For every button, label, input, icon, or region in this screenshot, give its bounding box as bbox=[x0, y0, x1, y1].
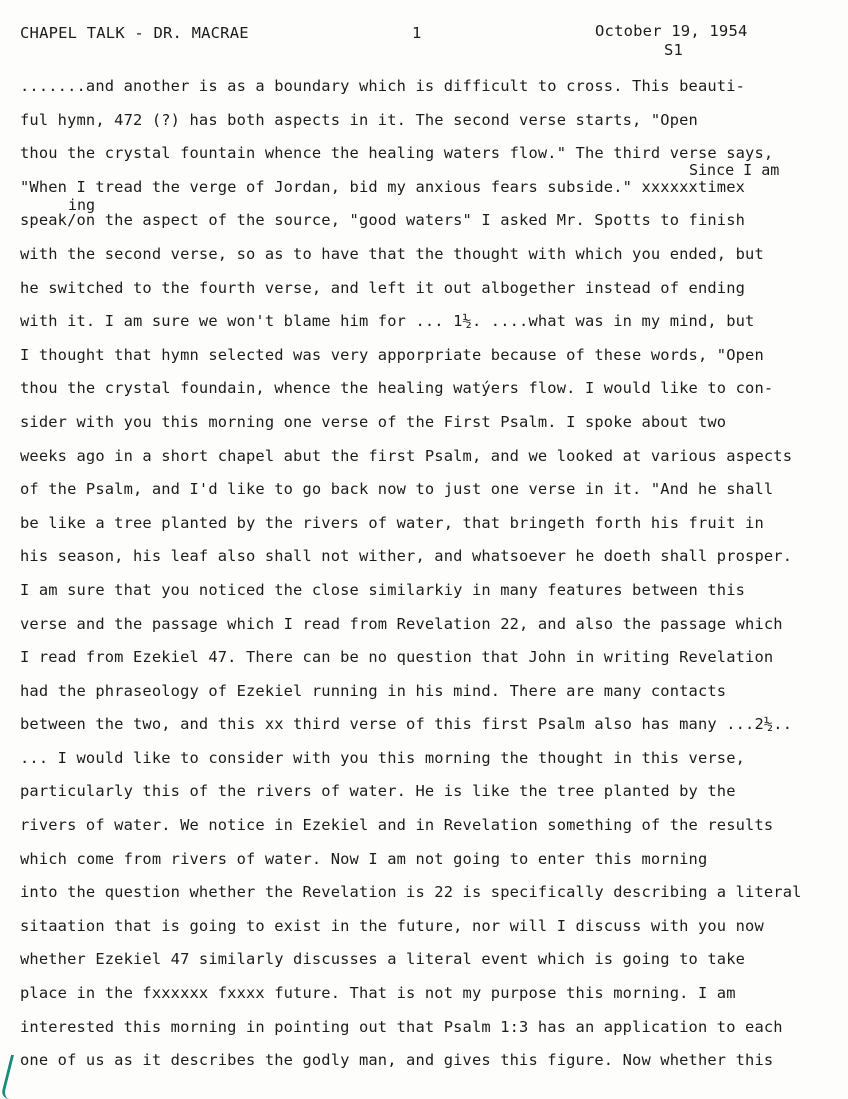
text-line: whether Ezekiel 47 similarly discusses a literal event which is going to take bbox=[20, 950, 746, 969]
text-line: I read from Ezekiel 47. There can be no question that John in writing Revelation bbox=[20, 648, 774, 667]
text-line: thou the crystal foundain, whence the healing watýers flow. I would like to con- bbox=[20, 379, 774, 398]
text-line: into the question whether the Revelation is 22 is specifically describing a literal bbox=[20, 883, 802, 902]
text-line: sitaation that is going to exist in the future, nor will I discuss with you now bbox=[20, 916, 764, 935]
text-line: .......and another is as a boundary which is difficult to cross. This beauti- bbox=[20, 77, 746, 95]
text-line: his season, his leaf also shall not wither, and whatsoever he doeth shall prosper. bbox=[20, 547, 793, 566]
document-title: CHAPEL TALK - DR. MACRAE bbox=[20, 24, 249, 42]
interlinear-insertion: ing bbox=[68, 196, 96, 214]
text-line: thou the crystal fountain whence the healing waters flow." The third verse says, bbox=[20, 144, 774, 163]
text-line: be like a tree planted by the rivers of water, that bringeth forth his fruit in bbox=[20, 513, 764, 532]
text-line: of the Psalm, and I'd like to go back now to just one verse in it. "And he shall bbox=[20, 480, 774, 499]
text-line: rivers of water. We notice in Ezekiel and in Revelation something of the results bbox=[20, 816, 774, 835]
text-line: I am sure that you noticed the close similarkiy in many features between this bbox=[20, 580, 746, 599]
text-line: ful hymn, 472 (?) has both aspects in it. The second verse starts, "Open bbox=[20, 110, 698, 129]
text-line: interested this morning in pointing out that Psalm 1:3 has an application to each bbox=[20, 1017, 783, 1036]
text-line: verse and the passage which I read from Revelation 22, and also the passage which bbox=[20, 614, 783, 633]
text-line: ... I would like to consider with you this morning the thought in this verse, bbox=[20, 748, 746, 767]
document-code: S1 bbox=[664, 41, 684, 59]
interlinear-insertion: Since I am bbox=[689, 161, 780, 179]
text-line: with the second verse, so as to have that the thought with which you ended, but bbox=[20, 244, 764, 263]
text-line: had the phraseology of Ezekiel running in his mind. There are many contacts bbox=[20, 681, 727, 700]
text-line: sider with you this morning one verse of the First Psalm. I spoke about two bbox=[20, 412, 727, 431]
text-line: which come from rivers of water. Now I am not going to enter this morning bbox=[20, 849, 708, 868]
text-line: particularly this of the rivers of water. He is like the tree planted by the bbox=[20, 782, 736, 801]
text-line: weeks ago in a short chapel abut the first Psalm, and we looked at various aspects bbox=[20, 446, 793, 465]
transcript-body bbox=[20, 75, 846, 1083]
text-line: speak/on the aspect of the source, "good waters" I asked Mr. Spotts to finish bbox=[20, 211, 746, 230]
text-line: with it. I am sure we won't blame him for ... 1½. ....what was in my mind, but bbox=[20, 312, 755, 331]
text-line: "When I tread the verge of Jordan, bid my anxious fears subside." xxxxxxtimex bbox=[20, 177, 746, 196]
text-line: between the two, and this xx third verse of this first Psalm also has many ...2½.. bbox=[20, 715, 793, 734]
text-line: I thought that hymn selected was very apporpriate because of these words, "Open bbox=[20, 345, 764, 364]
text-line: he switched to the fourth verse, and left it out albogether instead of ending bbox=[20, 278, 746, 297]
text-line: one of us as it describes the godly man, and gives this figure. Now whether this bbox=[20, 1051, 774, 1070]
document-date: October 19, 1954 bbox=[595, 22, 748, 40]
text-line: place in the fxxxxxx fxxxx future. That is not my purpose this morning. I am bbox=[20, 984, 736, 1003]
page-number: 1 bbox=[412, 24, 422, 42]
